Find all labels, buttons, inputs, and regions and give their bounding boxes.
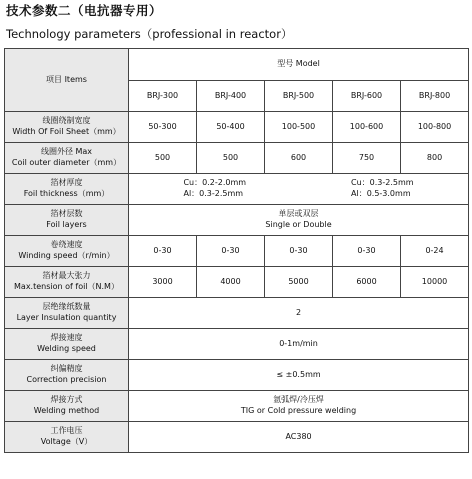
row-label-zh: 纠偏精度 [50, 364, 83, 374]
row-label-en: Foil thickness（mm） [23, 189, 110, 198]
row-value: 0-30 [197, 236, 265, 267]
row-label-en: Welding speed [37, 344, 96, 353]
row-value: 0-30 [333, 236, 401, 267]
row-label-zh: 箔材最大张力 [42, 271, 91, 281]
row-label-en: Width Of Foil Sheet（mm） [12, 127, 121, 136]
row-label [5, 298, 129, 329]
model-name: BRJ-800 [401, 81, 469, 112]
page-subheading: Technology parameters（professional in reactor） [6, 27, 293, 41]
row-label-en: Welding method [33, 406, 100, 415]
row-label-zh: 层绝缘纸数量 [42, 302, 91, 312]
row-correction [5, 360, 469, 391]
thickness-group-large [351, 178, 414, 200]
row-value: 10000 [401, 267, 469, 298]
thickness-al: Al：0.5-3.0mm [351, 189, 411, 198]
header-items-label: 项目 Items [46, 74, 87, 84]
thickness-al: Al：0.3-2.5mm [183, 189, 244, 198]
row-label [5, 267, 129, 298]
row-label-en: Coil outer diameter（mm） [11, 158, 122, 167]
row-value: 500 [197, 143, 265, 174]
row-label-zh: 焊接速度 [50, 333, 83, 343]
foil-layers-value [129, 205, 469, 236]
row-label [5, 236, 129, 267]
row-value: 100-500 [265, 112, 333, 143]
row-insulation [5, 298, 469, 329]
row-label-en: Correction precision [26, 375, 107, 384]
row-label [5, 422, 129, 453]
model-name: BRJ-300 [129, 81, 197, 112]
header-row-model [5, 49, 469, 81]
thickness-group-small [183, 178, 246, 200]
welding-speed-value: 0-1m/min [129, 329, 469, 360]
row-label-zh: 线圈绕制宽度 [42, 116, 91, 126]
row-foil-width [5, 112, 469, 143]
row-value: 750 [333, 143, 401, 174]
value-zh: 单层或双层 [278, 209, 319, 219]
row-voltage [5, 422, 469, 453]
row-label-zh: 线圈外径 Max [40, 147, 93, 157]
row-max-tension [5, 267, 469, 298]
row-label-zh: 工作电压 [50, 426, 83, 436]
thickness-cu: Cu：0.3-2.5mm [351, 178, 414, 188]
row-value: 0-30 [129, 236, 197, 267]
row-label [5, 205, 129, 236]
header-model-label: 型号 Model [129, 49, 469, 81]
row-value: 4000 [197, 267, 265, 298]
row-label-en: Foil layers [46, 220, 87, 229]
row-label-en: Voltage（V） [40, 437, 93, 446]
row-label-zh: 卷绕速度 [50, 240, 83, 250]
insulation-value: 2 [129, 298, 469, 329]
foil-thickness-values [129, 174, 469, 205]
page-heading: 技术参数二（电抗器专用） [6, 3, 163, 18]
row-value: 100-600 [333, 112, 401, 143]
row-label [5, 391, 129, 422]
row-value: 0-30 [265, 236, 333, 267]
row-winding-speed [5, 236, 469, 267]
row-label [5, 360, 129, 391]
row-value: 50-300 [129, 112, 197, 143]
row-label [5, 112, 129, 143]
row-label [5, 143, 129, 174]
row-label [5, 174, 129, 205]
model-name: BRJ-600 [333, 81, 401, 112]
voltage-value: AC380 [129, 422, 469, 453]
row-value: 500 [129, 143, 197, 174]
thickness-cu: Cu：0.2-2.0mm [183, 178, 247, 188]
row-label-en: Max.tension of foil（N.M） [14, 282, 119, 291]
row-value: 6000 [333, 267, 401, 298]
header-items-cell [5, 49, 129, 112]
row-label-zh: 箔材厚度 [50, 178, 83, 188]
model-name: BRJ-400 [197, 81, 265, 112]
spec-table [4, 48, 469, 453]
correction-value: ≤ ±0.5mm [129, 360, 469, 391]
row-value: 600 [265, 143, 333, 174]
model-name: BRJ-500 [265, 81, 333, 112]
row-label-en: Winding speed（r/min） [18, 251, 115, 260]
row-foil-layers [5, 205, 469, 236]
row-value: 3000 [129, 267, 197, 298]
value-en: TIG or Cold pressure welding [240, 406, 357, 415]
row-value: 100-800 [401, 112, 469, 143]
row-value: 5000 [265, 267, 333, 298]
welding-method-value [129, 391, 469, 422]
row-value: 0-24 [401, 236, 469, 267]
row-foil-thickness [5, 174, 469, 205]
row-label-en: Layer Insulation quantity [16, 313, 117, 322]
row-welding-speed [5, 329, 469, 360]
row-coil-diameter [5, 143, 469, 174]
row-label [5, 329, 129, 360]
row-label-zh: 焊接方式 [50, 395, 83, 405]
value-en: Single or Double [265, 220, 332, 229]
row-value: 800 [401, 143, 469, 174]
row-welding-method [5, 391, 469, 422]
row-value: 50-400 [197, 112, 265, 143]
row-label-zh: 箔材层数 [50, 209, 83, 219]
value-zh: 氩弧焊/冷压焊 [273, 395, 324, 405]
